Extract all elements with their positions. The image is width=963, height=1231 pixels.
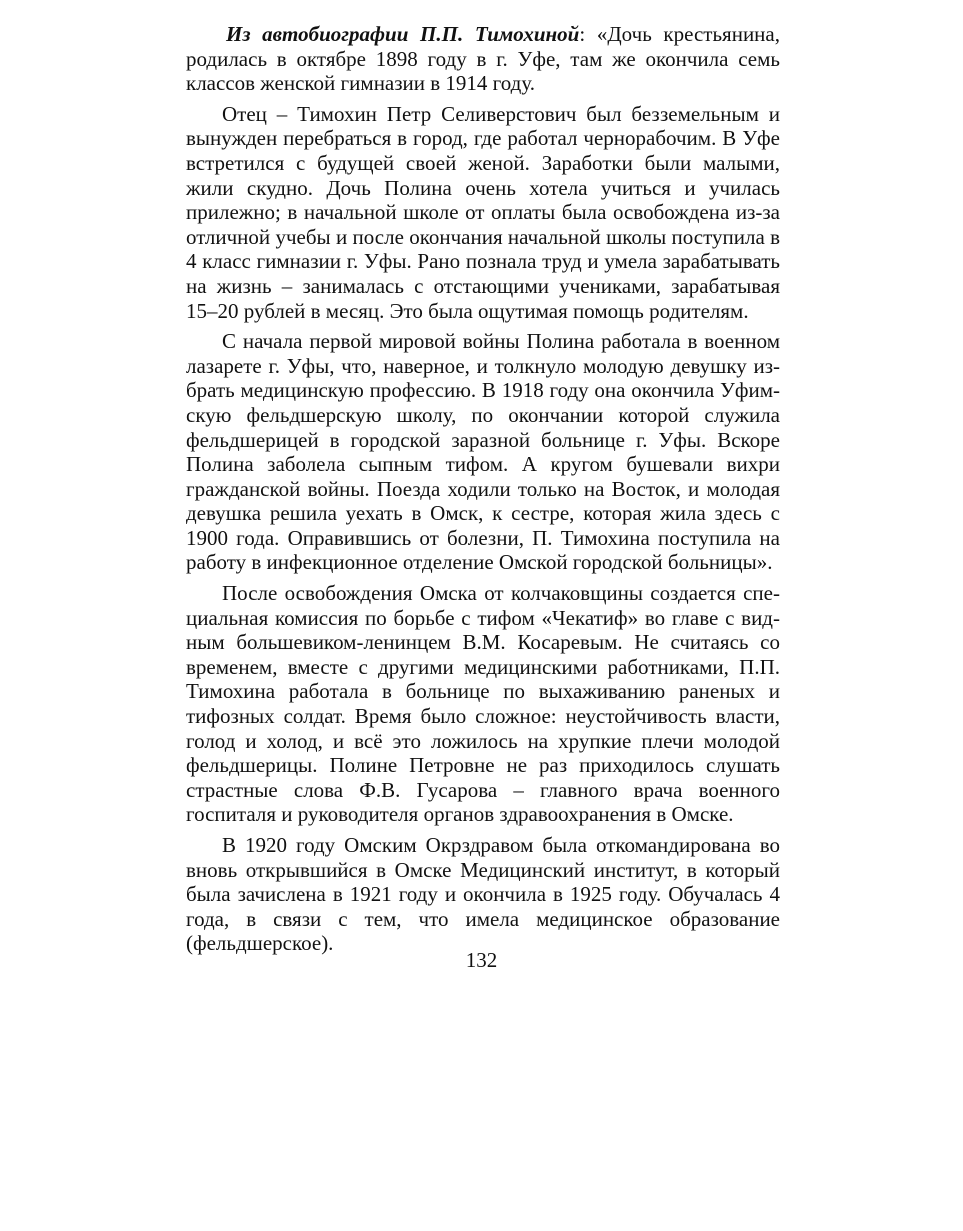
paragraph-father: Отец – Тимохин Петр Селиверстович был безземельным и вынужден перебраться в город, где работал чернорабочим. В Уфе встретился с будущей своей женой. Заработки были малыми, жили скудно. Дочь Полина очень хотела учиться и училась прилежно; в начальной школе от оплаты была освобождена из-за отличной учебы и после окончания начальной школы поступила в 4 класс гимназии г. Уфы. Рано познала труд и умела зарабатывать на жизнь – занималась с отстающими учениками, зарабатывая 15–20 рублей в месяц. Это была ощутимая помощь родителям.: [186, 101, 780, 323]
paragraph-institute: В 1920 году Омским Окрздравом была откомандирована во вновь открывшийся в Омске Медицинский институт, в который была зачислена в 1921 году и окончила в 1925 году. Обучалась 4 года, в связи с тем, что имела медицинское образование (фельдшерское).: [186, 833, 780, 956]
document-page: [186, 22, 780, 962]
paragraph-typhus-commission: После освобождения Омска от колчаковщины создается специальная комиссия по борьбе с тифом «Чекатиф» во главе с видным большевиком-ленинцем В.М. Косаревым. Не считаясь со временем, вместе с другими медицинскими работниками, П.П. Тимохина работала в больнице по выхаживанию раненых и тифозных солдат. Время было сложное: неустойчивость власти, голод и холод, и всё это ложилось на хрупкие плечи молодой фельдшерицы. Полине Петровне не раз приходилось слушать страстные слова Ф.В. Гусарова – главного врача военного госпиталя и руководителя органов здравоохранения в Омске.: [186, 581, 780, 827]
page-number: 132: [465, 948, 498, 972]
autobiography-heading: Из автобиографии П.П. Тимохиной: [226, 22, 580, 46]
intro-paragraph: [186, 22, 780, 96]
paragraph-war: С начала первой мировой войны Полина работала в военном лазарете г. Уфы, что, наверное, и толкнуло молодую девушку избрать медицинскую профессию. В 1918 году она окончила Уфимскую фельдшерскую школу, по окончании которой служила фельдшерицей в городской заразной больнице г. Уфы. Вскоре Полина заболела сыпным тифом. А кругом бушевали вихри гражданской войны. Поезда ходили только на Восток, и молодая девушка решила уехать в Омск, к сестре, которая жила здесь с 1900 года. Оправившись от болезни, П. Тимохина поступила на работу в инфекционное отделение Омской городской больницы».: [186, 329, 780, 575]
intro-text: : «Дочь крестьянина, родилась в октябре 1898 году в г. Уфе, там же окончила семь классов женской гимназии в 1914 году.: [186, 22, 780, 96]
